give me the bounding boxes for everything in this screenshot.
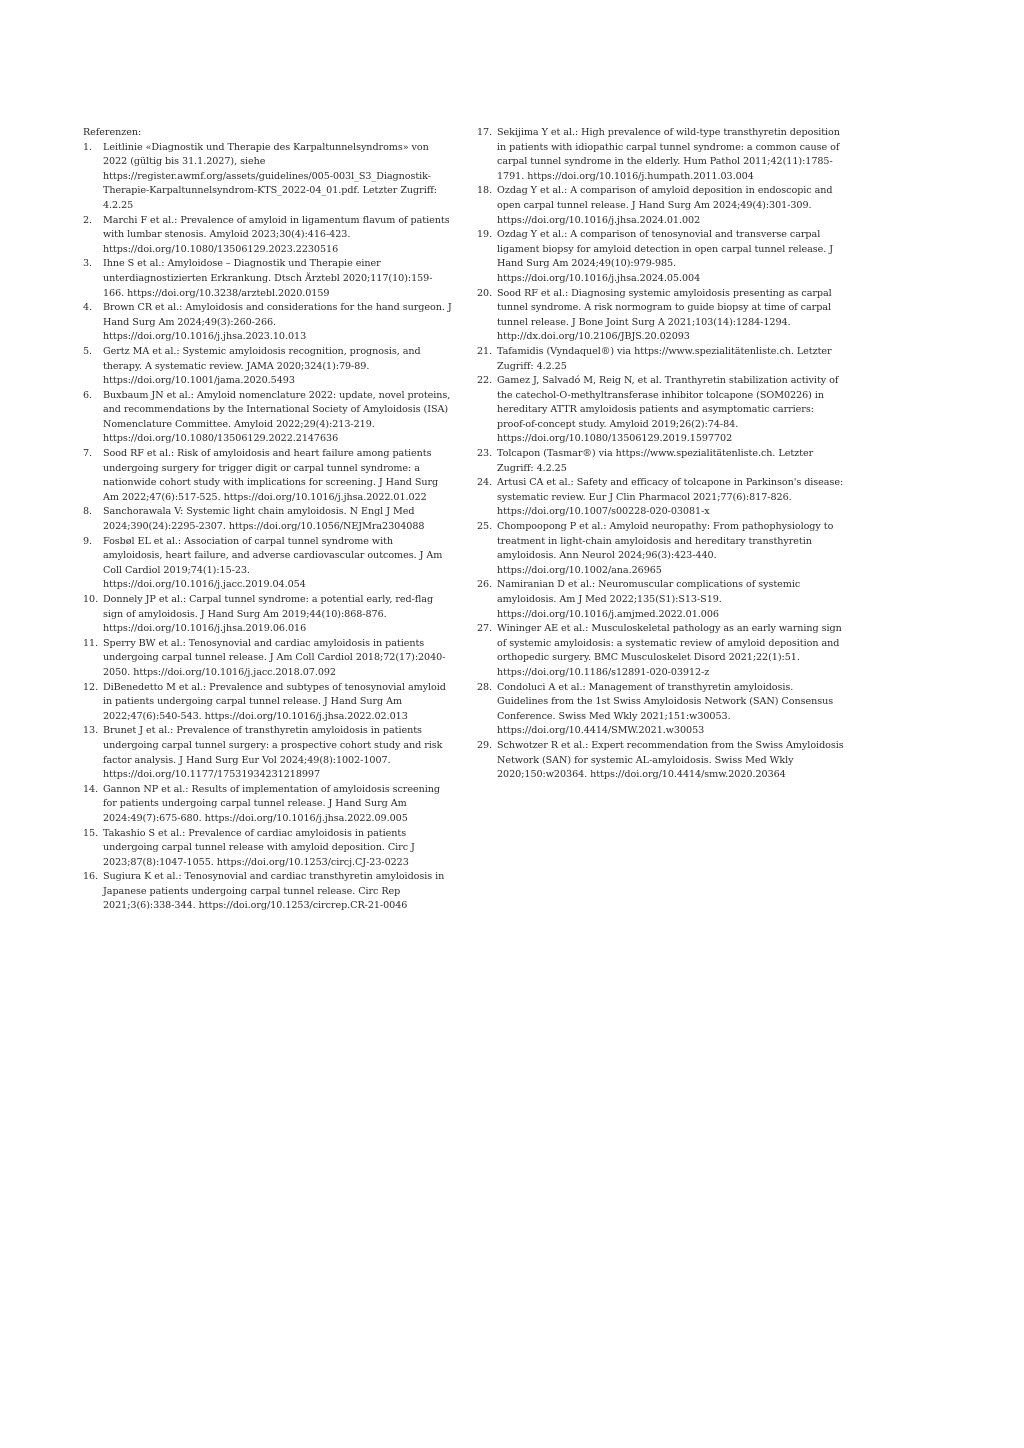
- reference-list-left: [83, 141, 453, 914]
- reference-item: [83, 870, 453, 914]
- reference-text: Tolcapon (Tasmar®) via https://www.spezialitätenliste.ch. Letzter Zugriff: 4.2.25: [497, 448, 814, 474]
- reference-number: 6.: [83, 389, 93, 401]
- reference-item: [83, 535, 453, 593]
- reference-item: [83, 301, 453, 345]
- reference-number: 19.: [477, 229, 493, 241]
- reference-item: [477, 681, 845, 739]
- reference-number: 22.: [477, 375, 493, 387]
- references-column-left: [83, 126, 453, 914]
- reference-item: [83, 637, 453, 681]
- reference-item: [477, 739, 845, 783]
- reference-text: Ihne S et al.: Amyloidose – Diagnostik und Therapie einer unterdiagnostizierten Erkrankung. Dtsch Ärztebl 2020;117(10):159-166. https://doi.org/10.3238/arztebl.2020.0159: [103, 258, 433, 299]
- reference-number: 11.: [83, 637, 99, 649]
- reference-item: [477, 345, 845, 374]
- reference-text: Wininger AE et al.: Musculoskeletal pathology as an early warning sign of systemic amyloidosis: a systematic review of amyloid deposition and orthopedic surgery. BMC Musculoskelet Disord 2021;22(1):51. https://doi.org/10.1186/s12891-020-03912-z: [497, 623, 842, 678]
- reference-item: [477, 520, 845, 578]
- reference-text: Leitlinie «Diagnostik und Therapie des Karpaltunnelsyndroms» von 2022 (gültig bis 31.1.2027), siehe https://register.awmf.org/assets/guidelines/005-003l_S3_Diagnostik-Therapie-Karpaltunnelsyndrom-KTS_2022-04_01.pdf. Letzter Zugriff: 4.2.25: [103, 141, 437, 211]
- reference-item: [477, 476, 845, 520]
- reference-number: 10.: [83, 594, 99, 605]
- reference-text: Sood RF et al.: Diagnosing systemic amyloidosis presenting as carpal tunnel syndrome. A risk normogram to guide biopsy at time of carpal tunnel release. J Bone Joint Surg A 2021;103(14):1284-1294. http://dx.doi.org/10.2106/JBJS.20.02093: [497, 287, 832, 343]
- reference-text: Namiranian D et al.: Neuromuscular complications of systemic amyloidosis. Am J Med 2022;135(S1):S13-S19. https://doi.org/10.1016/j.amjmed.2022.01.006: [497, 579, 801, 620]
- reference-item: [477, 447, 845, 476]
- reference-number: 21.: [477, 345, 493, 357]
- reference-text: Sperry BW et al.: Tenosynovial and cardiac amyloidosis in patients undergoing carpal tunnel release. J Am Coll Cardiol 2018;72(17):2040-2050. https://doi.org/10.1016/j.jacc.2018.07.092: [103, 637, 446, 678]
- reference-number: 27.: [477, 623, 493, 635]
- reference-item: [83, 214, 453, 258]
- reference-text: Marchi F et al.: Prevalence of amyloid in ligamentum flavum of patients with lumbar stenosis. Amyloid 2023;30(4):416-423. https://doi.org/10.1080/13506129.2023.2230516: [103, 214, 450, 255]
- reference-number: 24.: [477, 477, 493, 489]
- reference-number: 1.: [83, 141, 93, 153]
- reference-number: 9.: [83, 535, 93, 547]
- reference-text: Sugiura K et al.: Tenosynovial and cardiac transthyretin amyloidosis in Japanese patients undergoing carpal tunnel release. Circ Rep 2021;3(6):338-344. https://doi.org/10.1253/circrep.CR-21-0046: [103, 871, 445, 912]
- references-heading: Referenzen:: [83, 127, 142, 138]
- reference-text: Chompoopong P et al.: Amyloid neuropathy: From pathophysiology to treatment in light-chain amyloidosis and hereditary transthyretin amyloidosis. Ann Neurol 2024;96(3):423-440. https://doi.org/10.1002/ana.26965: [497, 521, 834, 576]
- reference-number: 26.: [477, 579, 493, 591]
- reference-text: Schwotzer R et al.: Expert recommendation from the Swiss Amyloidosis Network (SAN) for systemic AL-amyloidosis. Swiss Med Wkly 2020;150:w20364. https://doi.org/10.4414/smw.2020.20364: [497, 739, 844, 781]
- reference-text: DiBenedetto M et al.: Prevalence and subtypes of tenosynovial amyloid in patients undergoing carpal tunnel release. J Hand Surg Am 2022;47(6):540-543. https://doi.org/10.1016/j.jhsa.2022.02.013: [103, 681, 446, 722]
- reference-text: Sood RF et al.: Risk of amyloidosis and heart failure among patients undergoing surgery for trigger digit or carpal tunnel syndrome: a nationwide cohort study with implications for screening. J Hand Surg Am 2022;47(6):517-525. https://doi.org/10.1016/j.jhsa.2022.01.022: [103, 448, 439, 503]
- reference-text: Ozdag Y et al.: A comparison of amyloid deposition in endoscopic and open carpal tunnel release. J Hand Surg Am 2024;49(4):301-309. https://doi.org/10.1016/j.jhsa.2024.01.002: [497, 185, 833, 226]
- reference-number: 4.: [83, 302, 93, 314]
- reference-text: Brown CR et al.: Amyloidosis and considerations for the hand surgeon. J Hand Surg Am 2024;49(3):260-266. https://doi.org/10.1016/j.jhsa.2023.10.013: [103, 302, 452, 343]
- reference-number: 29.: [477, 739, 493, 751]
- reference-item: [477, 374, 845, 447]
- reference-item: [477, 228, 845, 286]
- reference-text: Sanchorawala V: Systemic light chain amyloidosis. N Engl J Med 2024;390(24):2295-2307. https://doi.org/10.1056/NEJMra2304088: [103, 506, 425, 533]
- reference-text: Brunet J et al.: Prevalence of transthyretin amyloidosis in patients undergoing carpal tunnel surgery: a prospective cohort study and risk factor analysis. J Hand Surg Eur Vol 2024;49(8):1002-1007. https://doi.org/10.1177/17531934231218997: [103, 725, 443, 781]
- reference-number: 5.: [83, 345, 93, 357]
- reference-number: 13.: [83, 725, 99, 737]
- reference-number: 16.: [83, 871, 99, 883]
- reference-number: 3.: [83, 258, 93, 270]
- reference-number: 17.: [477, 127, 493, 138]
- reference-text: Fosbøl EL et al.: Association of carpal tunnel syndrome with amyloidosis, heart failure, and adverse cardiovascular outcomes. J Am Coll Cardiol 2019;74(1):15-23. https://doi.org/10.1016/j.jacc.2019.04.054: [103, 535, 443, 591]
- reference-item: [83, 505, 453, 534]
- reference-number: 18.: [477, 185, 493, 197]
- reference-text: Ozdag Y et al.: A comparison of tenosynovial and transverse carpal ligament biopsy for amyloid detection in open carpal tunnel release. J Hand Surg Am 2024;49(10):979-985. https://doi.org/10.1016/j.jhsa.2024.05.004: [497, 229, 834, 284]
- reference-item: [83, 141, 453, 214]
- reference-item: [477, 126, 845, 184]
- reference-item: [83, 257, 453, 301]
- reference-text: Gannon NP et al.: Results of implementation of amyloidosis screening for patients undergoing carpal tunnel release. J Hand Surg Am 2024:49(7):675-680. https://doi.org/10.1016/j.jhsa.2022.09.005: [103, 783, 440, 824]
- reference-text: Donnely JP et al.: Carpal tunnel syndrome: a potential early, red-flag sign of amyloidosis. J Hand Surg Am 2019;44(10):868-876. https://doi.org/10.1016/j.jhsa.2019.06.016: [103, 594, 434, 635]
- reference-item: [83, 447, 453, 505]
- reference-text: Condoluci A et al.: Management of transthyretin amyloidosis. Guidelines from the 1st Swiss Amyloidosis Network (SAN) Consensus Conference. Swiss Med Wkly 2021;151:w30053. https://doi.org/10.4414/SMW.2021.w30053: [497, 681, 834, 737]
- reference-text: Artusi CA et al.: Safety and efficacy of tolcapone in Parkinson's disease: systematic review. Eur J Clin Pharmacol 2021;77(6):817-826. https://doi.org/10.1007/s00228-020-03081-x: [497, 477, 844, 518]
- reference-number: 12.: [83, 681, 99, 693]
- reference-number: 14.: [83, 783, 99, 795]
- reference-item: [83, 345, 453, 389]
- reference-number: 8.: [83, 506, 93, 518]
- reference-text: Takashio S et al.: Prevalence of cardiac amyloidosis in patients undergoing carpal tunnel release with amyloid deposition. Circ J 2023;87(8):1047-1055. https://doi.org/10.1253/circj.CJ-23-0223: [103, 827, 415, 868]
- reference-item: [477, 287, 845, 345]
- reference-item: [83, 827, 453, 871]
- reference-item: [83, 783, 453, 827]
- reference-list-right: [477, 126, 845, 783]
- reference-text: Sekijima Y et al.: High prevalence of wild-type transthyretin deposition in patients with idiopathic carpal tunnel syndrome: a common cause of carpal tunnel syndrome in the elderly. Hum Pathol 2011;42(11):1785-1791. https://doi.org/10.1016/j.humpath.2011.03.004: [497, 127, 840, 182]
- references-column-right: [477, 126, 845, 783]
- reference-text: Tafamidis (Vyndaquel®) via https://www.spezialitätenliste.ch. Letzter Zugriff: 4.2.25: [497, 345, 832, 372]
- reference-number: 7.: [83, 448, 93, 460]
- reference-item: [83, 724, 453, 782]
- reference-text: Gamez J, Salvadó M, Reig N, et al. Tranthyretin stabilization activity of the catechol-O-methyltransferase inhibitor tolcapone (SOM0226) in hereditary ATTR amyloidosis patients and asymptomatic carriers: proof-of-concept study. Amyloid 2019;26(2):74-84. https://doi.org/10.1080/13506129.2019.1597702: [497, 375, 839, 445]
- reference-item: [477, 184, 845, 228]
- reference-item: [83, 389, 453, 447]
- reference-text: Buxbaum JN et al.: Amyloid nomenclature 2022: update, novel proteins, and recommendations by the International Society of Amyloidosis (ISA) Nomenclature Committee. Amyloid 2022;29(4):213-219. https://doi.org/10.1080/13506129.2022.2147636: [103, 389, 451, 445]
- reference-text: Gertz MA et al.: Systemic amyloidosis recognition, prognosis, and therapy. A systematic review. JAMA 2020;324(1):79-89. https://doi.org/10.1001/jama.2020.5493: [103, 345, 421, 387]
- reference-number: 2.: [83, 214, 93, 226]
- reference-item: [83, 681, 453, 725]
- reference-number: 23.: [477, 448, 493, 460]
- reference-number: 28.: [477, 681, 493, 693]
- reference-number: 20.: [477, 287, 493, 299]
- reference-item: [83, 593, 453, 637]
- reference-item: [477, 622, 845, 680]
- reference-item: [477, 578, 845, 622]
- reference-number: 15.: [83, 827, 99, 839]
- reference-number: 25.: [477, 521, 493, 533]
